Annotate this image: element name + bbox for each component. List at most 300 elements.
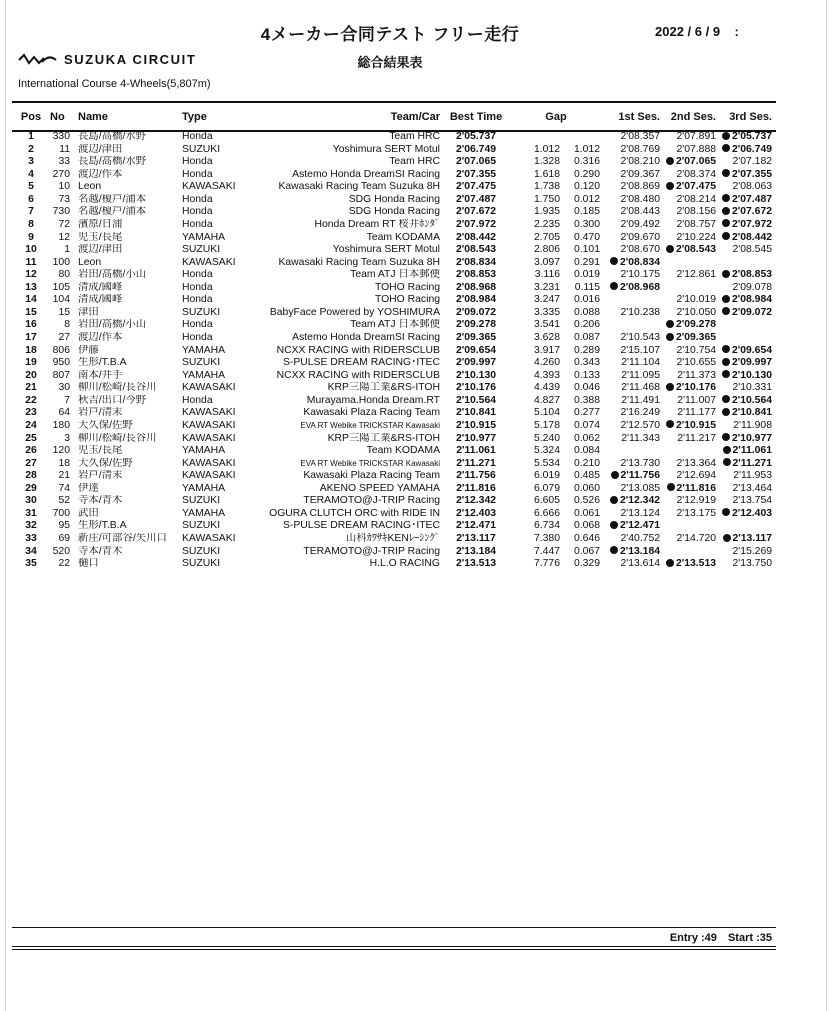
table-row [14, 520, 774, 533]
cell-ses3 [718, 294, 774, 307]
cell-ses2: 2'12.861 [676, 269, 716, 281]
cell-name: 渡辺/津田 [78, 244, 123, 256]
cell-no: 950 [52, 357, 70, 369]
best-lap-time: 2'09.654 [731, 344, 772, 356]
cell-team: Honda Dream RT 桜井ﾎﾝﾀﾞ [314, 218, 440, 230]
cell-ses3: 2'15.269 [732, 545, 772, 557]
cell-ses2: 2'08.374 [676, 168, 716, 180]
cell-type: SUZUKI [182, 357, 221, 369]
cell-no: 22 [58, 558, 70, 570]
cell-gap-leader: 3.335 [533, 306, 560, 318]
cell-best-time: 2'10.564 [455, 394, 497, 406]
cell-gap-prev: 0.016 [573, 294, 600, 306]
table-row [14, 433, 774, 446]
cell-ses1: 2'08.869 [620, 181, 660, 193]
cell-team: KRP三陽工業&RS-ITOH [327, 432, 440, 444]
cell-best-time: 2'08.834 [455, 256, 497, 268]
cell-ses1: 2'10.238 [620, 306, 660, 318]
cell-gap-prev: 0.329 [573, 558, 600, 570]
cell-no: 730 [52, 206, 70, 218]
cell-gap-prev: 0.185 [573, 206, 600, 218]
cell-gap-leader: 1.012 [533, 143, 560, 155]
cell-ses3 [718, 206, 774, 219]
cell-ses3: 2'11.953 [733, 470, 772, 482]
cell-ses3 [718, 345, 774, 358]
cell-gap-leader: 2.705 [533, 231, 560, 243]
cell-pos: 19 [25, 357, 37, 369]
cell-name: 岩戸/清末 [78, 470, 123, 482]
best-lap-time: 2'07.487 [731, 193, 772, 205]
cell-gap-leader: 3.116 [534, 269, 560, 281]
cell-team: H.L.O RACING [369, 558, 440, 570]
table-row [14, 483, 774, 496]
cell-gap-prev: 0.485 [573, 470, 600, 482]
best-lap-dot-icon [610, 496, 618, 504]
cell-gap-leader [510, 131, 562, 144]
cell-ses2: 2'10.050 [676, 306, 716, 318]
cell-team: Astemo Honda DreamSI Racing [292, 168, 440, 180]
cell-pos: 25 [25, 432, 37, 444]
cell-pos: 5 [28, 181, 34, 193]
cell-team: Yoshimura SERT Motul [332, 143, 440, 155]
cell-ses3 [718, 533, 774, 546]
best-lap-time: 2'10.841 [731, 407, 772, 419]
cell-ses1: 2'15.107 [620, 344, 660, 356]
cell-team: Murayama.Honda Dream.RT [306, 394, 440, 406]
cell-gap-leader: 1.328 [533, 156, 560, 168]
best-lap-time: 2'07.672 [731, 206, 772, 218]
table-row [14, 131, 774, 144]
cell-team: OGURA CLUTCH ORC with RIDE IN [269, 507, 440, 519]
footer-rule-2 [12, 946, 776, 947]
cell-name: 新庄/可部谷/矢川口 [78, 533, 167, 544]
cell-team: NCXX RACING with RIDERSCLUB [276, 369, 440, 381]
cell-type: SUZUKI [182, 545, 221, 557]
cell-ses2 [662, 445, 718, 458]
cell-ses1 [602, 546, 662, 559]
table-row [14, 458, 774, 471]
cell-ses2: 2'12.919 [676, 495, 716, 507]
best-lap-time: 2'10.915 [675, 419, 716, 431]
cell-gap-prev: 0.062 [573, 432, 600, 444]
best-lap-dot-icon [722, 270, 730, 278]
cell-no: 10 [58, 181, 70, 193]
cell-gap-prev: 0.046 [573, 382, 600, 394]
cell-team: EVA RT Webike TRICKSTAR Kawasaki [300, 458, 440, 468]
cell-ses3: 2'08.545 [732, 244, 772, 256]
cell-type: KAWASAKI [182, 432, 236, 444]
cell-no: 72 [58, 218, 70, 230]
cell-gap-leader: 6.079 [533, 482, 560, 494]
best-lap-time: 2'12.403 [731, 507, 772, 519]
best-lap-dot-icon [722, 207, 730, 215]
cell-pos: 22 [25, 394, 37, 406]
cell-no: 270 [52, 168, 70, 180]
cell-type: YAMAHA [182, 507, 226, 519]
best-lap-time: 2'08.442 [731, 231, 772, 243]
col-no: No [50, 111, 65, 123]
col-ses3: 3rd Ses. [729, 111, 772, 123]
cell-gap-leader: 1.618 [533, 168, 560, 180]
cell-pos: 18 [25, 344, 37, 356]
cell-ses2: 2'08.214 [676, 193, 716, 205]
table-row [14, 508, 774, 521]
cell-type: Honda [182, 319, 213, 331]
cell-no: 11 [59, 143, 70, 155]
cell-pos: 14 [25, 294, 37, 306]
logo-text: SUZUKA CIRCUIT [64, 52, 197, 67]
cell-ses2 [662, 282, 718, 295]
cell-type: Honda [182, 168, 213, 180]
best-lap-time: 2'12.471 [619, 520, 660, 532]
cell-ses1 [602, 520, 662, 533]
best-lap-dot-icon [722, 232, 730, 240]
table-row [14, 244, 774, 257]
best-lap-dot-icon [666, 559, 674, 567]
cell-pos: 6 [28, 193, 34, 205]
cell-pos: 31 [25, 507, 37, 519]
cell-no: 3 [64, 432, 70, 444]
cell-best-time: 2'13.513 [455, 558, 497, 570]
cell-no: 520 [52, 545, 70, 557]
cell-type: KAWASAKI [182, 181, 236, 193]
cell-team: Team ATJ 日本郵便 [350, 269, 440, 281]
cell-team: Team HRC [389, 131, 440, 142]
cell-no: 807 [52, 369, 70, 381]
best-lap-dot-icon [610, 282, 618, 290]
footer-rule-3 [12, 949, 776, 950]
cell-best-time: 2'11.756 [456, 470, 496, 482]
cell-gap-leader: 6.605 [533, 495, 560, 507]
cell-gap-leader: 7.380 [533, 533, 560, 544]
footer-counts [0, 932, 772, 944]
table-header-row [14, 103, 774, 131]
cell-gap-leader: 2.806 [533, 244, 560, 256]
cell-ses1 [602, 470, 662, 483]
cell-gap-leader: 5.324 [533, 445, 560, 457]
cell-type: SUZUKI [182, 558, 221, 570]
cell-ses3 [718, 307, 774, 320]
cell-ses3: 2'13.464 [732, 482, 772, 494]
table-row [14, 332, 774, 345]
cell-pos: 20 [25, 369, 37, 381]
cell-ses3: 2'13.754 [732, 495, 772, 507]
best-lap-time: 2'09.365 [675, 332, 716, 343]
footer-rule-1 [12, 927, 776, 928]
cell-ses3 [718, 219, 774, 232]
cell-name: 児玉/長尾 [78, 231, 123, 243]
cell-pos: 12 [25, 269, 37, 281]
cell-best-time: 2'10.176 [455, 382, 497, 394]
col-type: Type [182, 111, 207, 123]
cell-name: 渡辺/津田 [78, 143, 123, 155]
best-lap-time: 2'07.972 [731, 218, 772, 230]
cell-type: Honda [182, 281, 213, 293]
cell-best-time: 2'08.968 [455, 281, 497, 293]
best-lap-dot-icon [722, 395, 730, 403]
cell-team: 山科ｶﾜｻｷKENﾚｰｼﾝｸﾞ [345, 533, 440, 544]
cell-best-time: 2'09.365 [455, 332, 497, 343]
cell-type: KAWASAKI [182, 533, 236, 544]
best-lap-time: 2'07.065 [675, 156, 716, 168]
cell-ses2: 2'10.655 [676, 357, 716, 369]
cell-name: 岩田/高橋/小山 [78, 269, 147, 281]
cell-gap-leader: 7.447 [533, 545, 560, 557]
cell-gap-prev [562, 131, 602, 144]
cell-ses1: 2'09.492 [620, 218, 660, 230]
table-row [14, 169, 774, 182]
best-lap-dot-icon [667, 483, 675, 491]
cell-ses2: 2'08.156 [676, 206, 716, 218]
cell-ses2: 2'13.364 [676, 457, 716, 469]
cell-ses1: 2'40.752 [620, 533, 660, 544]
cell-ses1: 2'09.367 [620, 168, 660, 180]
cell-no: 120 [52, 445, 70, 457]
cell-ses2 [662, 546, 718, 559]
cell-no: 8 [64, 319, 70, 331]
cell-ses2: 2'12.694 [676, 470, 716, 482]
cell-ses3 [718, 395, 774, 408]
cell-team: S-PULSE DREAM RACING･ITEC [282, 520, 440, 532]
cell-ses1 [602, 495, 662, 508]
cell-ses3 [718, 370, 774, 383]
cell-pos: 23 [25, 407, 37, 419]
cell-type: Honda [182, 193, 213, 205]
table-row [14, 294, 774, 307]
cell-gap-leader: 1.935 [533, 206, 560, 218]
best-lap-dot-icon [666, 420, 674, 428]
best-lap-dot-icon [610, 257, 618, 265]
cell-gap-leader: 4.439 [533, 382, 560, 394]
cell-no: 1 [64, 244, 70, 256]
cell-gap-prev: 0.133 [573, 369, 600, 381]
cell-ses1: 2'12.570 [620, 419, 660, 431]
cell-type: SUZUKI [182, 244, 221, 256]
cell-ses3: 2'11.908 [733, 419, 772, 431]
results-table-wrap [14, 103, 774, 571]
cell-type: YAMAHA [182, 445, 226, 457]
cell-team: NCXX RACING with RIDERSCLUB [276, 344, 440, 356]
cell-ses2 [662, 319, 718, 332]
table-row [14, 546, 774, 559]
cell-gap-prev: 0.084 [573, 445, 600, 457]
best-lap-time: 2'10.564 [731, 394, 772, 406]
cell-no: 330 [52, 131, 70, 142]
cell-type: YAMAHA [182, 231, 226, 243]
cell-pos: 3 [28, 156, 34, 168]
cell-best-time: 2'09.278 [455, 319, 497, 331]
cell-gap-prev: 0.277 [573, 407, 600, 419]
cell-type: Honda [182, 206, 213, 218]
cell-best-time: 2'08.442 [455, 231, 497, 243]
cell-pos: 8 [28, 218, 34, 230]
cell-best-time: 2'07.487 [455, 193, 497, 205]
cell-ses2 [662, 382, 718, 395]
cell-pos: 30 [25, 495, 37, 507]
table-row [14, 144, 774, 157]
cell-best-time: 2'10.841 [455, 407, 497, 419]
cell-name: 柳川/松崎/長谷川 [78, 432, 157, 444]
cell-team: KRP三陽工業&RS-ITOH [327, 382, 440, 394]
cell-pos: 2 [28, 143, 34, 155]
cell-ses1 [602, 257, 662, 270]
cell-ses2: 2'10.019 [676, 294, 716, 306]
best-lap-time: 2'06.749 [731, 143, 772, 155]
cell-type: KAWASAKI [182, 407, 236, 419]
cell-gap-prev: 0.060 [573, 482, 600, 494]
cell-pos: 1 [28, 131, 34, 142]
cell-ses3: 2'09.078 [732, 281, 772, 293]
cell-name: 児玉/長尾 [78, 445, 123, 457]
cell-ses2: 2'10.754 [676, 344, 716, 356]
table-row [14, 257, 774, 270]
cell-gap-leader: 2.235 [533, 218, 560, 230]
cell-best-time: 2'05.737 [455, 131, 497, 142]
best-lap-dot-icon [722, 307, 730, 315]
cell-gap-prev: 0.087 [573, 332, 600, 343]
cell-pos: 33 [25, 533, 37, 544]
cell-ses3 [718, 458, 774, 471]
col-gap: Gap [545, 111, 567, 123]
col-pos: Pos [20, 111, 42, 123]
cell-gap-prev: 0.068 [573, 520, 600, 532]
best-lap-time: 2'13.513 [675, 558, 716, 570]
cell-best-time: 2'07.065 [455, 156, 497, 168]
cell-pos: 4 [28, 168, 34, 180]
cell-team: SDG Honda Racing [348, 193, 440, 205]
cell-ses1: 2'10.543 [620, 332, 660, 343]
cell-type: SUZUKI [182, 495, 221, 507]
cell-best-time: 2'07.475 [455, 181, 497, 193]
best-lap-time: 2'12.342 [619, 495, 660, 507]
entry-count: Entry :49 [669, 932, 717, 944]
best-lap-time: 2'09.072 [731, 306, 772, 318]
cell-ses2 [662, 244, 718, 257]
best-lap-dot-icon [722, 358, 730, 366]
cell-best-time: 2'12.342 [455, 495, 497, 507]
cell-ses3 [718, 257, 774, 270]
cell-name: 生形/T.B.A [78, 520, 127, 532]
cell-team: Team HRC [389, 156, 440, 168]
cell-team: AKENO SPEED YAMAHA [319, 482, 440, 494]
cell-gap-prev: 0.061 [573, 507, 600, 519]
best-lap-dot-icon [722, 219, 730, 227]
results-body [14, 131, 774, 571]
cell-pos: 27 [25, 457, 37, 469]
best-lap-time: 2'08.853 [731, 269, 772, 281]
best-lap-time: 2'10.176 [675, 382, 716, 394]
cell-no: 69 [58, 533, 70, 544]
cell-ses2 [662, 520, 718, 533]
best-lap-time: 2'10.130 [731, 369, 772, 381]
best-lap-dot-icon [611, 471, 619, 479]
cell-best-time: 2'13.184 [455, 545, 497, 557]
cell-ses3 [718, 144, 774, 157]
cell-team: Kawasaki Racing Team Suzuka 8H [278, 181, 440, 193]
best-lap-dot-icon [666, 245, 674, 253]
cell-name: 濱原/日浦 [78, 218, 123, 230]
cell-best-time: 2'12.403 [455, 507, 497, 519]
cell-ses3 [718, 407, 774, 420]
cell-ses3: 2'10.331 [732, 382, 772, 394]
cell-gap-prev: 0.291 [573, 256, 600, 268]
cell-gap-leader: 5.104 [533, 407, 560, 419]
cell-gap-leader: 1.750 [533, 193, 560, 205]
cell-best-time: 2'13.117 [456, 533, 496, 544]
best-lap-time: 2'08.543 [675, 244, 716, 256]
cell-pos: 15 [25, 306, 37, 318]
cell-gap-prev: 0.316 [573, 156, 600, 168]
page-subtitle: 総合結果表 [357, 55, 423, 70]
cell-ses1 [602, 319, 662, 332]
cell-gap-leader: 4.393 [533, 369, 560, 381]
col-team: Team/Car [390, 111, 440, 123]
cell-name: 寺本/青木 [78, 495, 123, 507]
cell-ses3 [718, 520, 774, 533]
cell-type: SUZUKI [182, 143, 221, 155]
best-lap-dot-icon [722, 370, 730, 378]
cell-gap-leader: 5.178 [533, 419, 560, 431]
cell-type: SUZUKI [182, 520, 221, 532]
cell-ses2: 2'11.373 [677, 369, 716, 381]
cell-pos: 29 [25, 482, 37, 494]
table-row [14, 357, 774, 370]
cell-team: Kawasaki Racing Team Suzuka 8H [278, 256, 440, 268]
cell-type: SUZUKI [182, 306, 221, 318]
cell-name: 名越/榎戸/浦本 [78, 193, 147, 205]
cell-ses2 [662, 558, 718, 571]
cell-ses3 [718, 169, 774, 182]
cell-gap-prev: 0.206 [573, 319, 600, 331]
best-lap-dot-icon [722, 194, 730, 202]
page-title: 4メーカー合同テスト フリー走行 [260, 25, 520, 44]
best-lap-time: 2'10.977 [731, 432, 772, 444]
table-row [14, 156, 774, 169]
cell-gap-prev: 0.012 [573, 193, 600, 205]
col-best: Best Time [449, 111, 503, 123]
cell-name: 清成/國峰 [78, 281, 123, 293]
cell-ses1: 2'08.769 [620, 143, 660, 155]
best-lap-time: 2'13.117 [732, 533, 772, 544]
cell-gap-leader: 5.240 [533, 432, 560, 444]
table-row [14, 194, 774, 207]
cell-pos: 21 [25, 382, 37, 394]
best-lap-time: 2'13.184 [619, 545, 660, 557]
suzuka-logo [18, 52, 196, 67]
cell-no: 73 [58, 193, 70, 205]
table-row [14, 495, 774, 508]
cell-name: 伊達 [78, 482, 99, 494]
results-table [14, 103, 774, 571]
cell-ses3 [718, 357, 774, 370]
cell-no: 74 [58, 482, 70, 494]
cell-gap-leader: 4.260 [533, 357, 560, 369]
best-lap-time: 2'09.997 [731, 357, 772, 369]
cell-best-time: 2'11.061 [456, 445, 496, 457]
table-row [14, 407, 774, 420]
cell-ses2: 2'11.177 [677, 407, 716, 419]
cell-pos: 16 [25, 319, 37, 331]
table-row [14, 470, 774, 483]
cell-team: Kawasaki Plaza Racing Team [303, 407, 440, 419]
cell-type: KAWASAKI [182, 256, 236, 268]
table-row [14, 382, 774, 395]
cell-gap-prev: 0.388 [573, 394, 600, 406]
cell-team: SDG Honda Racing [348, 206, 440, 218]
cell-ses1: 2'11.491 [621, 394, 660, 406]
cell-pos: 7 [28, 206, 34, 218]
cell-team: BabyFace Powered by YOSHIMURA [269, 306, 440, 318]
